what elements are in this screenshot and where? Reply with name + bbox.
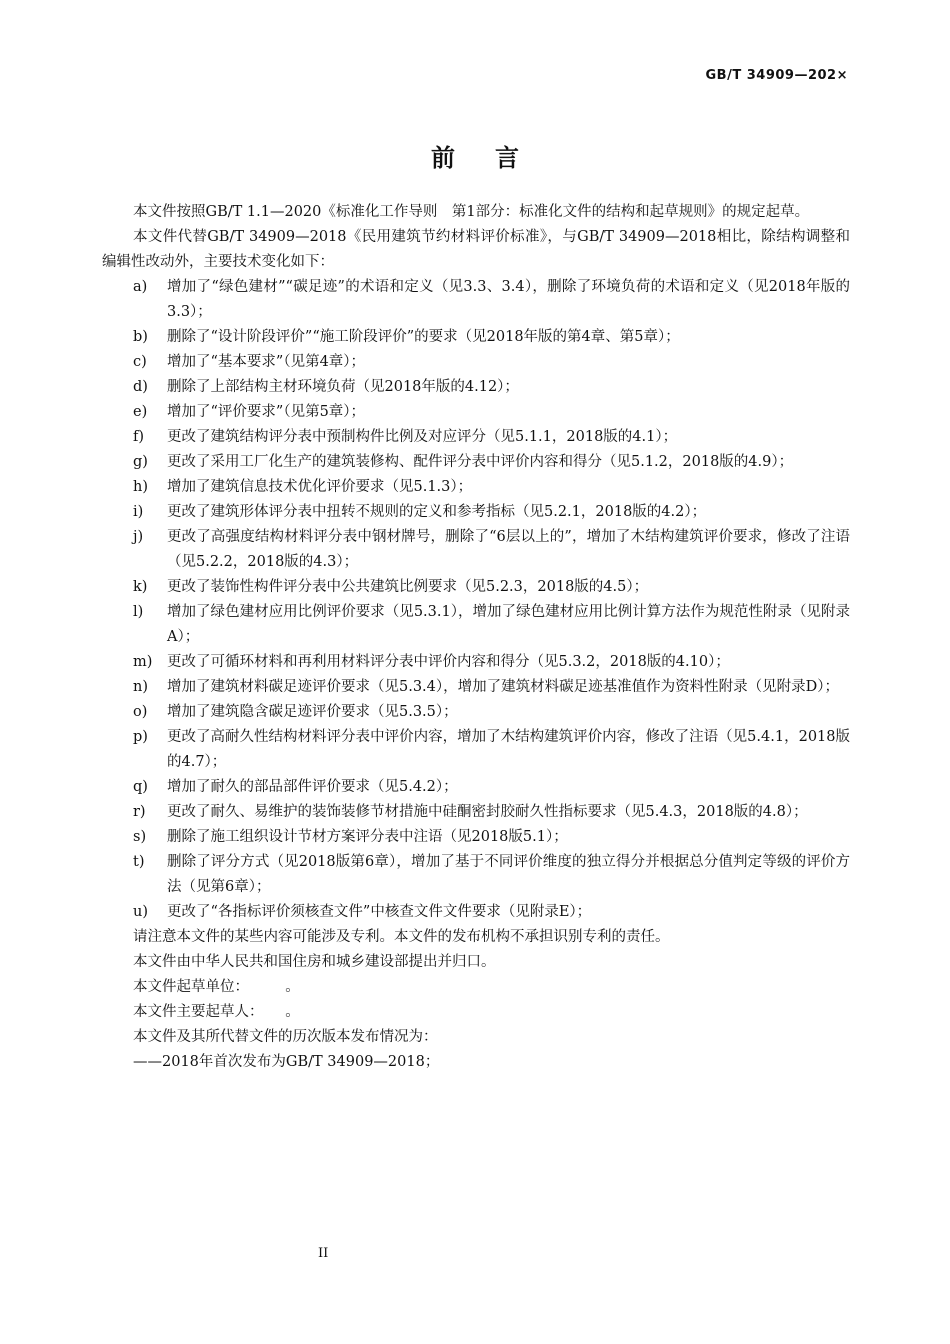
list-item-text: 增加了耐久的部品部件评价要求（见5.4.2）； bbox=[167, 779, 458, 795]
list-marker: l) bbox=[133, 604, 144, 620]
list-marker: j) bbox=[133, 529, 144, 545]
list-item bbox=[102, 825, 850, 850]
proposing-department: 本文件由中华人民共和国住房和城乡建设部提出并归口。 bbox=[133, 954, 496, 970]
list-marker: g) bbox=[133, 454, 148, 470]
list-item bbox=[102, 325, 850, 350]
intro-paragraph-replacement: 本文件代替GB/T 34909—2018《民用建筑节约材料评价标准》，与GB/T 34909—2018相比，除结构调整和编辑性改动外，主要技术变化如下： bbox=[102, 229, 850, 270]
patent-notice: 请注意本文件的某些内容可能涉及专利。本文件的发布机构不承担识别专利的责任。 bbox=[133, 929, 670, 945]
list-item bbox=[102, 525, 850, 575]
list-item bbox=[102, 675, 850, 700]
list-marker: s) bbox=[133, 829, 147, 845]
page-title: 前言 bbox=[431, 144, 559, 172]
main-drafters: 本文件主要起草人： 。 bbox=[133, 1004, 300, 1020]
list-item-text: 更改了可循环材料和再利用材料评分表中评价内容和得分（见5.3.2，2018版的4.10）； bbox=[167, 654, 730, 670]
list-item-text: 更改了建筑结构评分表中预制构件比例及对应评分（见5.1.1，2018版的4.1）； bbox=[167, 429, 678, 445]
list-item-text: 增加了建筑隐含碳足迹评价要求（见5.3.5）； bbox=[167, 704, 458, 720]
list-marker: b) bbox=[133, 329, 148, 345]
list-item bbox=[102, 700, 850, 725]
list-item-text: 更改了耐久、易维护的装饰装修节材措施中硅酮密封胶耐久性指标要求（见5.4.3，2018版的4.8）； bbox=[167, 804, 808, 820]
list-marker: u) bbox=[133, 904, 148, 920]
list-item-text: 增加了绿色建材应用比例评价要求（见5.3.1），增加了绿色建材应用比例计算方法作为规范性附录（见附录A）； bbox=[167, 604, 850, 645]
document-body bbox=[102, 200, 850, 1075]
list-item bbox=[102, 575, 850, 600]
list-item bbox=[102, 650, 850, 675]
list-item-text: 更改了高耐久性结构材料评分表中评价内容，增加了木结构建筑评价内容，修改了注语（见5.4.1，2018版的4.7）； bbox=[167, 729, 850, 770]
list-item bbox=[102, 600, 850, 650]
list-item bbox=[102, 725, 850, 775]
intro-paragraph-drafting: 本文件按照GB/T 1.1—2020《标准化工作导则 第1部分：标准化文件的结构和起草规则》的规定起草。 bbox=[133, 204, 810, 220]
list-marker: t) bbox=[133, 854, 145, 870]
list-item-text: 删除了上部结构主材环境负荷（见2018年版的4.12）； bbox=[167, 379, 519, 395]
list-marker: i) bbox=[133, 504, 144, 520]
list-marker: q) bbox=[133, 779, 148, 795]
list-item-text: 增加了“评价要求”（见第5章）； bbox=[167, 404, 366, 420]
list-item bbox=[102, 375, 850, 400]
list-item-text: 删除了“设计阶段评价”“施工阶段评价”的要求（见2018年版的第4章、第5章）； bbox=[167, 329, 680, 345]
list-item bbox=[102, 425, 850, 450]
list-item bbox=[102, 500, 850, 525]
list-marker: a) bbox=[133, 279, 148, 295]
list-item-text: 删除了评分方式（见2018版第6章），增加了基于不同评价维度的独立得分并根据总分值判定等级的评价方法（见第6章）； bbox=[167, 854, 850, 895]
list-marker: o) bbox=[133, 704, 148, 720]
list-item-text: 删除了施工组织设计节材方案评分表中注语（见2018版5.1）； bbox=[167, 829, 568, 845]
list-item-text: 增加了建筑信息技术优化评价要求（见5.1.3）； bbox=[167, 479, 473, 495]
page-number: II bbox=[318, 1246, 329, 1261]
list-item bbox=[102, 450, 850, 475]
standard-code: GB/T 34909—202× bbox=[705, 68, 848, 83]
list-marker: h) bbox=[133, 479, 148, 495]
list-item bbox=[102, 275, 850, 325]
list-item bbox=[102, 775, 850, 800]
list-item bbox=[102, 400, 850, 425]
list-item-text: 更改了高强度结构材料评分表中钢材牌号，删除了“6层以上的”，增加了木结构建筑评价要求，修改了注语（见5.2.2，2018版的4.3）； bbox=[167, 529, 851, 570]
list-item bbox=[102, 850, 850, 900]
list-marker: n) bbox=[133, 679, 148, 695]
list-item-text: 增加了“基本要求”（见第4章）； bbox=[167, 354, 366, 370]
list-marker: e) bbox=[133, 404, 148, 420]
list-marker: d) bbox=[133, 379, 148, 395]
drafting-units: 本文件起草单位： 。 bbox=[133, 979, 300, 995]
list-marker: f) bbox=[133, 429, 145, 445]
list-item-text: 更改了建筑形体评分表中扭转不规则的定义和参考指标（见5.2.1，2018版的4.2）； bbox=[167, 504, 707, 520]
version-history-item: ——2018年首次发布为GB/T 34909—2018； bbox=[133, 1054, 440, 1070]
list-marker: p) bbox=[133, 729, 148, 745]
list-item-text: 更改了采用工厂化生产的建筑装修构、配件评分表中评价内容和得分（见5.1.2，2018版的4.9）； bbox=[167, 454, 794, 470]
list-marker: m) bbox=[133, 654, 153, 670]
technical-changes-list bbox=[102, 275, 850, 925]
version-history-intro: 本文件及其所代替文件的历次版本发布情况为： bbox=[133, 1029, 438, 1045]
list-marker: c) bbox=[133, 354, 147, 370]
list-marker: k) bbox=[133, 579, 148, 595]
list-item-text: 增加了“绿色建材”“碳足迹”的术语和定义（见3.3、3.4），删除了环境负荷的术语和定义（见2018年版的3.3）； bbox=[167, 279, 850, 320]
list-item bbox=[102, 350, 850, 375]
list-item-text: 更改了装饰性构件评分表中公共建筑比例要求（见5.2.3，2018版的4.5）； bbox=[167, 579, 649, 595]
list-item bbox=[102, 900, 850, 925]
list-item bbox=[102, 800, 850, 825]
list-item-text: 更改了“各指标评价须核查文件”中核查文件文件要求（见附录E）； bbox=[167, 904, 592, 920]
list-item-text: 增加了建筑材料碳足迹评价要求（见5.3.4），增加了建筑材料碳足迹基准值作为资料性附录（见附录D）； bbox=[167, 679, 840, 695]
list-item bbox=[102, 475, 850, 500]
list-marker: r) bbox=[133, 804, 146, 820]
